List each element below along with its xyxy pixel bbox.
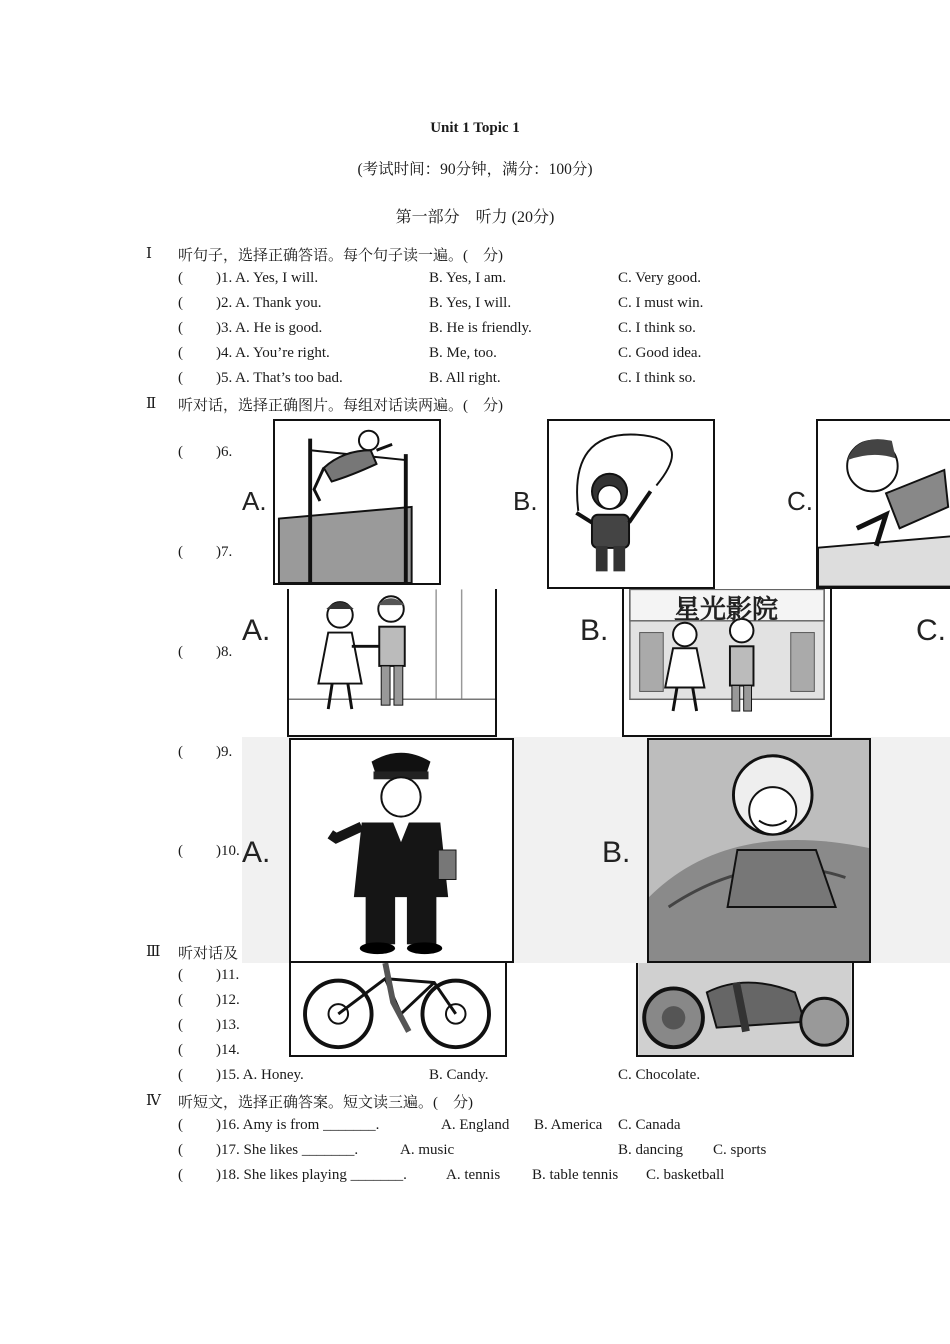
- option-c: C. basketball: [646, 1167, 725, 1183]
- police-officer-picture[interactable]: [289, 738, 514, 963]
- question-text: )5. A. That’s too bad.: [216, 370, 343, 386]
- choice-letter-b: B.: [513, 486, 538, 516]
- question-number: )6.: [216, 444, 233, 460]
- option-c: C. I think so.: [618, 370, 696, 386]
- page-title: Unit 1 Topic 1: [430, 120, 520, 136]
- question-number: )9.: [216, 744, 233, 760]
- question-number: )13.: [216, 1017, 240, 1033]
- high-jump-picture[interactable]: [273, 419, 441, 585]
- answer-blank[interactable]: (: [178, 270, 183, 286]
- option-c: C. sports: [713, 1142, 767, 1158]
- option-b: B. dancing: [618, 1142, 683, 1158]
- option-b: B. Me, too.: [429, 345, 497, 361]
- answer-blank[interactable]: (: [178, 320, 183, 336]
- answer-blank[interactable]: (: [178, 295, 183, 311]
- handshake-icon: [289, 589, 495, 735]
- answer-blank[interactable]: (: [178, 1142, 183, 1158]
- answer-blank[interactable]: (: [178, 1117, 183, 1133]
- question-number: )14.: [216, 1042, 240, 1058]
- choice-letter-a: A.: [242, 614, 271, 647]
- section-number: Ⅰ: [146, 246, 152, 262]
- question-text: )4. A. You’re right.: [216, 345, 330, 361]
- question-text: )15. A. Honey.: [216, 1067, 304, 1083]
- answer-blank[interactable]: (: [178, 370, 183, 386]
- question-text: )16. Amy is from _______.: [216, 1117, 380, 1133]
- answer-blank[interactable]: (: [178, 644, 183, 660]
- section-instruction: 听短文，选择正确答案。短文读三遍。( 分): [178, 1095, 473, 1111]
- question-text: )2. A. Thank you.: [216, 295, 322, 311]
- motorbike-picture[interactable]: [636, 963, 854, 1057]
- long-jump-picture[interactable]: [816, 419, 950, 589]
- option-b: B. Candy.: [429, 1067, 489, 1083]
- option-a: A. tennis: [446, 1167, 501, 1183]
- option-b: B. All right.: [429, 370, 501, 386]
- choice-letter-b: B.: [602, 836, 631, 869]
- cinema-sign: 星光影院: [674, 595, 779, 625]
- question-number: )11.: [216, 967, 240, 983]
- part-heading: 第一部分 听力 (20分): [395, 209, 555, 226]
- motorbike-icon: [638, 963, 852, 1055]
- question-text: )18. She likes playing _______.: [216, 1167, 407, 1183]
- answer-blank[interactable]: (: [178, 1067, 183, 1083]
- option-b: B. America: [534, 1117, 603, 1133]
- option-b: B. He is friendly.: [429, 320, 532, 336]
- pilot-picture[interactable]: [647, 738, 871, 963]
- option-c: C. Chocolate.: [618, 1067, 701, 1083]
- question-number: )8.: [216, 644, 233, 660]
- answer-blank[interactable]: (: [178, 444, 183, 460]
- option-b: B. Yes, I will.: [429, 295, 512, 311]
- bicycle-icon: [291, 963, 505, 1055]
- pilot-icon: [649, 740, 869, 961]
- choice-letter-a: A.: [242, 486, 267, 516]
- answer-blank[interactable]: (: [178, 1042, 183, 1058]
- question-number: )10.: [216, 843, 240, 859]
- long-jump-icon: [818, 421, 950, 587]
- answer-blank[interactable]: (: [178, 345, 183, 361]
- question-text: )1. A. Yes, I will.: [216, 270, 319, 286]
- high-jump-icon: [275, 421, 439, 583]
- answer-blank[interactable]: (: [178, 744, 183, 760]
- answer-blank[interactable]: (: [178, 967, 183, 983]
- jump-rope-picture[interactable]: [547, 419, 715, 589]
- choice-letter-c: C.: [787, 486, 813, 516]
- handshake-cinema-picture[interactable]: [622, 589, 832, 737]
- question-number: )12.: [216, 992, 240, 1008]
- handshake-street-picture[interactable]: [287, 589, 497, 737]
- police-officer-icon: [291, 740, 512, 961]
- choice-letter-c: C.: [916, 614, 946, 647]
- option-c: C. Good idea.: [618, 345, 702, 361]
- option-a: A. England: [441, 1117, 510, 1133]
- question-text: )3. A. He is good.: [216, 320, 323, 336]
- section-number: Ⅲ: [146, 944, 161, 960]
- section-number: Ⅱ: [146, 396, 157, 412]
- jump-rope-icon: [549, 421, 713, 587]
- question-text: )17. She likes _______.: [216, 1142, 359, 1158]
- answer-blank[interactable]: (: [178, 992, 183, 1008]
- option-c: C. I think so.: [618, 320, 696, 336]
- bicycle-picture[interactable]: [289, 963, 507, 1057]
- section-instruction: 听句子，选择正确答语。每个句子读一遍。( 分): [178, 248, 503, 264]
- answer-blank[interactable]: (: [178, 544, 183, 560]
- option-c: C. Canada: [618, 1117, 681, 1133]
- option-c: C. I must win.: [618, 295, 704, 311]
- option-b: B. Yes, I am.: [429, 270, 507, 286]
- section-number: Ⅳ: [146, 1093, 161, 1109]
- answer-blank[interactable]: (: [178, 1167, 183, 1183]
- section-instruction: 听对话及: [178, 946, 239, 962]
- option-c: C. Very good.: [618, 270, 702, 286]
- question-number: )7.: [216, 544, 233, 560]
- answer-blank[interactable]: (: [178, 1017, 183, 1033]
- option-a: A. music: [400, 1142, 455, 1158]
- section-instruction: 听对话，选择正确图片。每组对话读两遍。( 分): [178, 398, 503, 414]
- choice-letter-b: B.: [580, 614, 609, 647]
- exam-info: (考试时间：90分钟，满分：100分): [357, 161, 593, 178]
- answer-blank[interactable]: (: [178, 843, 183, 859]
- choice-letter-a: A.: [242, 836, 271, 869]
- option-b: B. table tennis: [532, 1167, 619, 1183]
